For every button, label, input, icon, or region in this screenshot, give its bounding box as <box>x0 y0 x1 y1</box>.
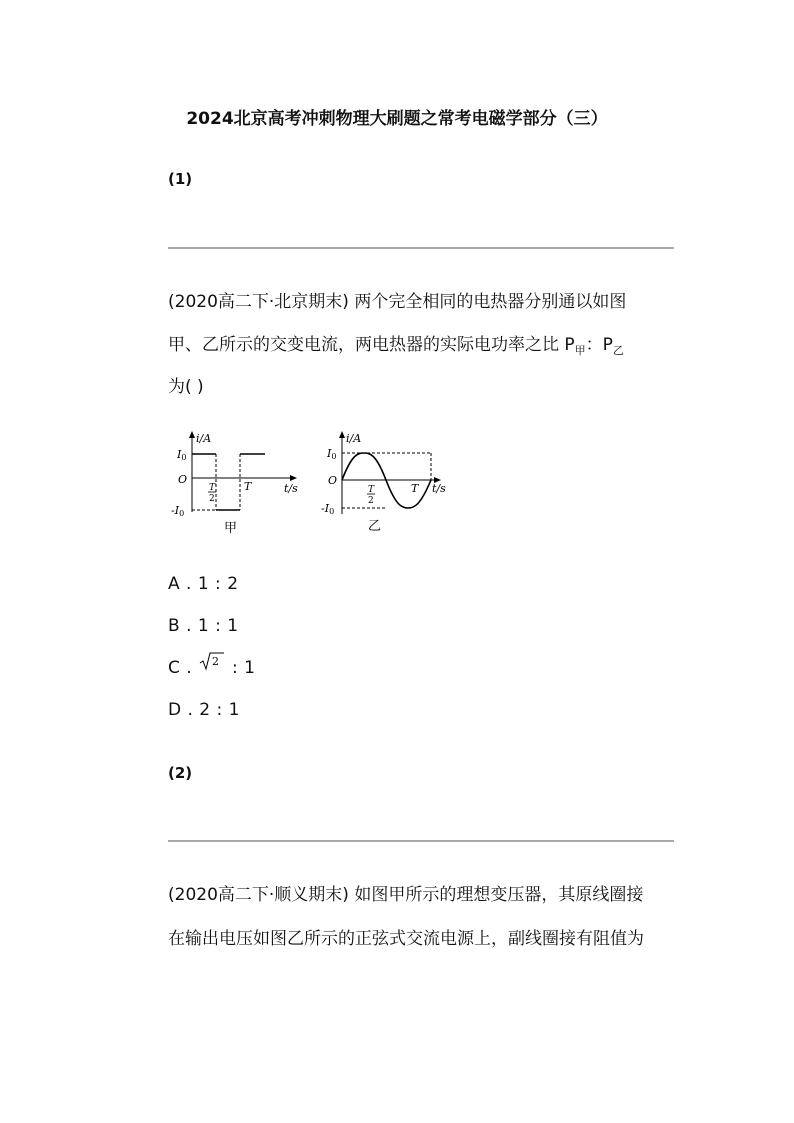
i0-label <box>326 447 336 461</box>
neg-i0-sub: 0 <box>179 509 185 518</box>
question2-line-2: 在输出电压如图乙所示的正弦式交流电源上，副线圈接有阻值为 <box>168 929 644 949</box>
option-d[interactable]: D . 2 : 1 <box>168 700 240 720</box>
question1-line-2 <box>168 330 624 355</box>
y-axis-arrow <box>189 431 195 438</box>
divider-2 <box>168 840 674 842</box>
neg-i0-letter: -I <box>171 504 180 517</box>
t-label: T <box>244 480 252 493</box>
x-axis-label: t/s <box>432 482 446 495</box>
y-axis-label: i/A <box>196 432 212 445</box>
figure-yi-sine-wave <box>318 428 458 538</box>
i0-sub: 0 <box>331 452 337 461</box>
neg-i0-label <box>171 504 184 518</box>
option-a[interactable]: A . 1 : 2 <box>168 574 239 594</box>
option-c[interactable] <box>168 655 256 678</box>
y-axis-label: i/A <box>346 432 362 445</box>
question1-line-2-text: 甲、乙所示的交变电流，两电热器的实际电功率之比 P <box>168 335 575 355</box>
question-number-1: (1) <box>168 170 193 188</box>
t-label: T <box>411 482 419 495</box>
option-c-prefix: C . <box>168 658 199 678</box>
page-title: 2024北京高考冲刺物理大刷题之常考电磁学部分（三） <box>186 109 608 129</box>
option-b[interactable]: B . 1 : 1 <box>168 616 239 636</box>
t-half-numerator: T <box>368 485 375 495</box>
i0-letter: I <box>327 447 332 460</box>
figure-jia-caption: 甲 <box>224 521 238 536</box>
i0-label <box>176 448 186 462</box>
t-half-denominator: 2 <box>368 496 374 506</box>
x-axis-arrow <box>290 475 297 481</box>
option-c-suffix: : 1 <box>226 658 256 678</box>
i0-sub: 0 <box>181 453 187 462</box>
p-jia-subscript: 甲 <box>574 344 586 357</box>
t-half-denominator: 2 <box>209 494 215 504</box>
t-half-numerator: T <box>209 483 216 493</box>
question-number-2: (2) <box>168 764 193 782</box>
figure-jia-square-wave <box>168 428 303 538</box>
y-axis-arrow <box>339 431 345 438</box>
origin-label: O <box>328 474 338 487</box>
sqrt-radicand: 2 <box>212 655 220 668</box>
figure-yi-caption: 乙 <box>368 519 382 534</box>
question1-line-1: (2020高二下·北京期末) 两个完全相同的电热器分别通以如图 <box>168 292 627 312</box>
question2-line-1: (2020高二下·顺义期末) 如图甲所示的理想变压器，其原线圈接 <box>168 885 644 905</box>
p-yi-subscript: 乙 <box>612 344 624 357</box>
neg-i0-letter: -I <box>321 502 330 515</box>
neg-i0-sub: 0 <box>329 507 335 516</box>
sqrt-symbol-icon <box>198 650 226 674</box>
origin-label: O <box>178 473 188 486</box>
question1-line-3: 为( ) <box>168 377 204 397</box>
neg-i0-label <box>321 502 334 516</box>
sqrt-two <box>198 655 226 676</box>
divider-1 <box>168 247 674 249</box>
i0-letter: I <box>177 448 182 461</box>
x-axis-label: t/s <box>284 482 298 495</box>
ratio-colon: ：P <box>585 335 613 355</box>
